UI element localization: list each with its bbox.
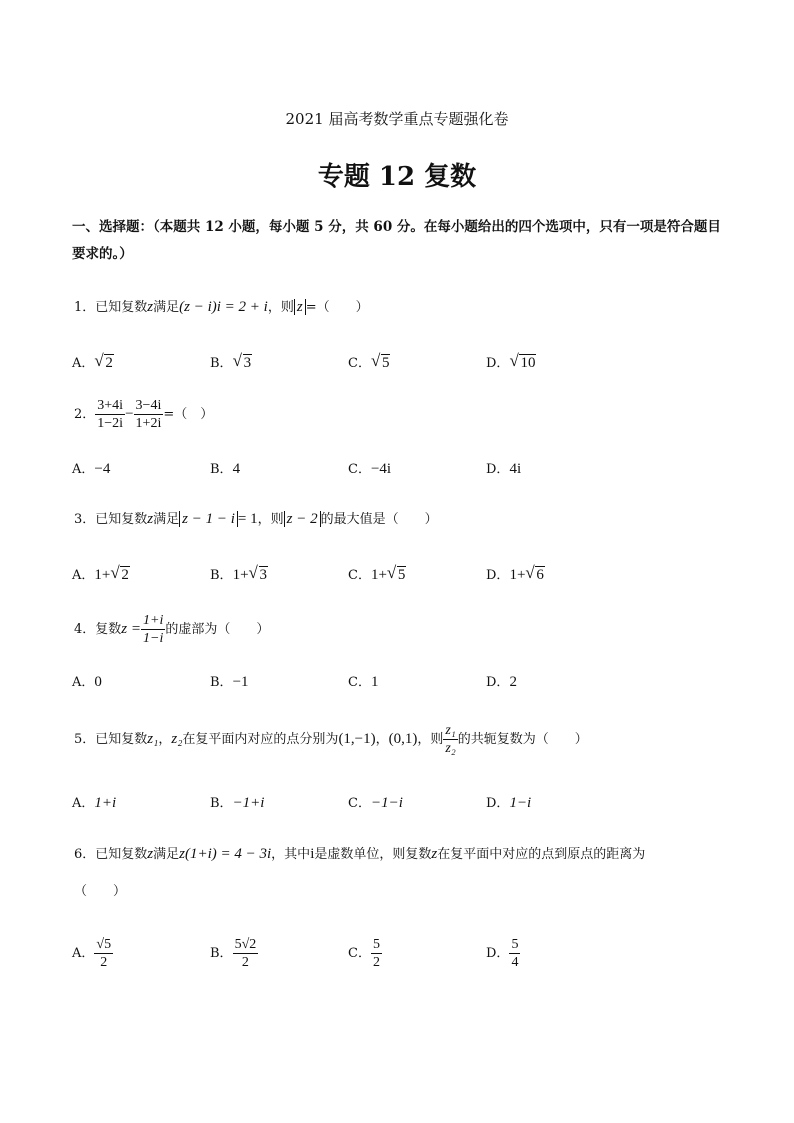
- option-value: 0: [94, 674, 102, 690]
- sqrt: √ 3: [232, 351, 252, 371]
- option-label: D．: [486, 796, 510, 811]
- q5-option-b: [210, 792, 264, 812]
- option-value: 4: [232, 461, 241, 477]
- q5-fraction: [443, 722, 457, 757]
- q3-abs-2: z − 2: [284, 511, 321, 527]
- q1-tail: =（ ）: [305, 300, 369, 315]
- numerator: 5√2: [234, 937, 257, 952]
- q3-abs-1: z − 1 − i: [179, 511, 238, 527]
- option-label: C．: [348, 462, 371, 477]
- option-label: A．: [72, 568, 95, 583]
- sqrt: √ 6: [525, 563, 544, 583]
- question-3: [74, 508, 438, 528]
- q6-option-d: [486, 936, 520, 971]
- q2-option-c: [348, 458, 391, 478]
- q5-tail: 的共轭复数为（ ）: [457, 732, 588, 747]
- q6-mid2: ，其中: [271, 847, 311, 862]
- q5-sep: ，: [375, 732, 389, 747]
- denominator: z₂: [445, 741, 456, 756]
- q6-mid3: 是虚数单位，则复数: [314, 847, 432, 862]
- q6-prefix: 6．已知复数: [74, 847, 148, 862]
- denominator: 1+2i: [135, 416, 162, 431]
- q5-z2: z₂: [171, 731, 183, 747]
- q6-i: i: [310, 846, 315, 862]
- q5-point-2: (0,1): [388, 731, 418, 747]
- q6-equation: z(1+i) = 4 − 3i: [179, 846, 272, 862]
- option-label: C．: [348, 675, 371, 690]
- radicand: 2: [105, 355, 113, 371]
- q3-tail: 的最大值是（ ）: [320, 512, 438, 527]
- q6-option-b: [210, 936, 258, 971]
- radicand: 2: [121, 567, 129, 583]
- q1-abs: z: [294, 299, 306, 315]
- option-prefix: 1+: [94, 567, 111, 583]
- numerator: √5: [96, 937, 112, 952]
- question-4: [74, 612, 269, 647]
- document-supertitle: 2021 届高考数学重点专题强化卷: [285, 110, 509, 128]
- option-value: 2: [509, 674, 517, 690]
- q5-comma: ，: [158, 732, 172, 747]
- q1-prefix: 1．已知复数: [74, 300, 148, 315]
- q6-var-2: z: [431, 846, 438, 862]
- q4-option-c: [348, 671, 378, 691]
- q3-sep: ，则: [257, 512, 284, 527]
- question-2: [74, 397, 213, 432]
- option-label: D．: [486, 568, 510, 583]
- q4-option-b: [210, 671, 249, 691]
- sqrt: √ 3: [248, 563, 268, 583]
- denominator: 4: [511, 955, 519, 970]
- numerator: z₁: [445, 723, 456, 738]
- q5-option-a: [72, 792, 116, 812]
- sqrt: √ 5: [386, 563, 406, 583]
- q5-option-d: [486, 792, 531, 812]
- option-value: −1−i: [370, 795, 403, 811]
- q3-prefix: 3．已知复数: [74, 512, 148, 527]
- q1-option-c: [348, 352, 390, 372]
- q1-option-b: [210, 352, 252, 372]
- sqrt: √ 10: [509, 351, 536, 371]
- document-title: 专题 12 复数: [317, 162, 477, 192]
- denominator: 2: [100, 955, 108, 970]
- denominator: 1−2i: [97, 416, 124, 431]
- option-label: B．: [210, 946, 233, 961]
- q2-minus: −: [125, 406, 134, 422]
- numerator: 3−4i: [135, 398, 162, 413]
- option-fraction: [94, 936, 113, 971]
- radicand: 10: [520, 355, 536, 371]
- q3-option-d: [486, 564, 545, 584]
- q1-equation: (z − i)i = 2 + i: [179, 299, 268, 315]
- option-label: C．: [348, 356, 371, 371]
- option-prefix: 1+: [232, 567, 249, 583]
- sqrt: √ 2: [94, 351, 113, 371]
- q3-var: z: [147, 511, 154, 527]
- option-value: 1: [370, 674, 379, 690]
- option-label: C．: [348, 568, 371, 583]
- question-1: [74, 296, 369, 316]
- question-5: [74, 722, 588, 757]
- option-label: D．: [486, 462, 510, 477]
- option-value: 1+i: [94, 795, 117, 811]
- q1-option-d: [486, 352, 536, 372]
- q4-option-d: [486, 671, 517, 691]
- q4-tail: 的虚部为（ ）: [165, 622, 270, 637]
- q2-option-d: [486, 458, 521, 478]
- radicand: 5: [397, 567, 406, 583]
- q2-prefix: 2．: [74, 407, 96, 422]
- radicand: 3: [243, 355, 252, 371]
- question-6: [74, 843, 645, 863]
- q3-option-b: [210, 564, 268, 584]
- option-value: −4i: [370, 461, 392, 477]
- option-prefix: 1+: [370, 567, 387, 583]
- option-label: A．: [72, 356, 95, 371]
- numerator: 5: [372, 937, 380, 952]
- q6-var: z: [147, 846, 154, 862]
- option-label: C．: [348, 946, 371, 961]
- q2-option-a: [72, 458, 110, 478]
- q6-answer-blank: （ ）: [74, 884, 127, 899]
- q3-option-c: [348, 564, 406, 584]
- option-prefix: 1+: [509, 567, 526, 583]
- option-label: D．: [486, 675, 510, 690]
- q3-eq: = 1: [237, 511, 258, 527]
- q3-mid: 满足: [153, 512, 180, 527]
- q5-z1: z₁: [147, 731, 159, 747]
- option-value: 4i: [509, 461, 522, 477]
- q1-var: z: [147, 299, 154, 315]
- option-label: D．: [486, 356, 510, 371]
- q6-option-a: [72, 936, 113, 971]
- q5-mid: 在复平面内对应的点分别为: [182, 732, 339, 747]
- option-label: C．: [348, 796, 371, 811]
- q6-tail: 在复平面中对应的点到原点的距离为: [437, 847, 646, 862]
- numerator: 1+i: [143, 613, 164, 628]
- option-fraction: [233, 936, 259, 971]
- q2-option-b: [210, 458, 240, 478]
- option-label: B．: [210, 356, 233, 371]
- option-label: A．: [72, 796, 95, 811]
- section-heading: 一、选择题：（本题共 12 小题，每小题 5 分，共 60 分。在每小题给出的四个选项中，只有一项是符合题目要求的。）: [72, 219, 721, 262]
- q5-prefix: 5．已知复数: [74, 732, 148, 747]
- denominator: 2: [241, 955, 249, 970]
- q1-sep: ，则: [267, 300, 294, 315]
- option-label: A．: [72, 675, 95, 690]
- q5-sep2: ，则: [417, 732, 444, 747]
- q5-option-c: [348, 792, 403, 812]
- q3-option-a: [72, 564, 130, 584]
- option-label: A．: [72, 946, 95, 961]
- option-label: D．: [486, 946, 510, 961]
- q4-option-a: [72, 671, 102, 691]
- q1-option-a: [72, 352, 114, 372]
- q6-option-c: [348, 936, 382, 971]
- option-fraction: [509, 936, 520, 971]
- q2-fraction-1: [95, 397, 125, 432]
- option-value: 1−i: [509, 795, 532, 811]
- radicand: 3: [259, 567, 268, 583]
- option-value: −1: [232, 674, 249, 690]
- q4-lhs: z =: [121, 621, 141, 637]
- option-label: B．: [210, 462, 233, 477]
- option-value: −4: [94, 461, 111, 477]
- denominator: 1−i: [143, 631, 164, 646]
- option-label: B．: [210, 796, 233, 811]
- option-label: B．: [210, 675, 233, 690]
- q1-mid: 满足: [153, 300, 180, 315]
- radicand: 5: [381, 355, 390, 371]
- option-label: B．: [210, 568, 233, 583]
- option-fraction: [371, 936, 382, 971]
- option-label: A．: [72, 462, 95, 477]
- denominator: 2: [372, 955, 380, 970]
- q4-prefix: 4．复数: [74, 622, 122, 637]
- numerator: 5: [511, 937, 519, 952]
- radicand: 6: [536, 567, 544, 583]
- sqrt: √ 5: [370, 351, 390, 371]
- q4-fraction: [141, 612, 165, 647]
- sqrt: √ 2: [110, 563, 129, 583]
- q2-tail: =（ ）: [163, 407, 214, 422]
- q2-fraction-2: [134, 397, 164, 432]
- q6-mid: 满足: [153, 847, 180, 862]
- numerator: 3+4i: [97, 398, 124, 413]
- q5-point-1: (1,−1): [338, 731, 376, 747]
- option-value: −1+i: [232, 795, 265, 811]
